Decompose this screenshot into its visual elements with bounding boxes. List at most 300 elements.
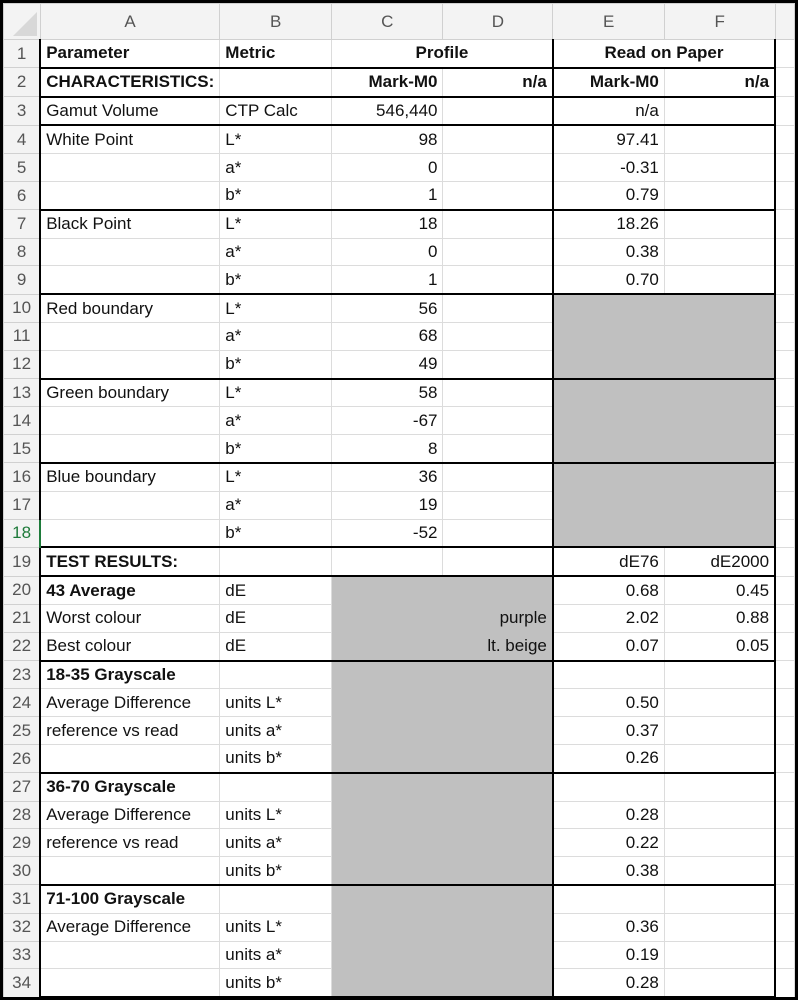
table-row: [4, 744, 795, 772]
cell-b3[interactable]: CTP Calc: [220, 97, 332, 126]
cell-b25[interactable]: units a*: [220, 717, 332, 745]
cell-a12[interactable]: [40, 350, 220, 378]
cell-c34[interactable]: [332, 969, 443, 998]
table-row: [4, 661, 795, 689]
cell-e34[interactable]: 0.28: [553, 969, 665, 998]
cell-f18[interactable]: [664, 519, 775, 547]
cell-a5[interactable]: [40, 154, 220, 182]
cell-a10[interactable]: Red boundary: [40, 294, 220, 322]
cell-f13[interactable]: [664, 379, 775, 407]
cell-d29[interactable]: [443, 829, 553, 857]
cell-g13[interactable]: [775, 379, 794, 407]
row-number[interactable]: 22: [4, 632, 41, 660]
cell-c6[interactable]: 1: [332, 181, 443, 209]
cell-g33[interactable]: [775, 941, 794, 969]
cell-g29[interactable]: [775, 829, 794, 857]
cell-f29[interactable]: [664, 829, 775, 857]
cell-b19[interactable]: [220, 547, 332, 576]
cell-a17[interactable]: [40, 491, 220, 519]
row-number[interactable]: 14: [4, 407, 41, 435]
cell-f25[interactable]: [664, 717, 775, 745]
cell-b26[interactable]: units b*: [220, 744, 332, 772]
cell-g20[interactable]: [775, 576, 794, 604]
cell-g7[interactable]: [775, 210, 794, 238]
table-row: [4, 407, 795, 435]
cell-b14[interactable]: a*: [220, 407, 332, 435]
cell-b13[interactable]: L*: [220, 379, 332, 407]
cell-f15[interactable]: [664, 435, 775, 463]
cell-e14[interactable]: [553, 407, 665, 435]
cell-e1-read-on-paper[interactable]: Read on Paper: [553, 40, 775, 68]
cell-c20[interactable]: [332, 576, 443, 604]
cell-f8[interactable]: [664, 238, 775, 266]
cell-c33[interactable]: [332, 941, 443, 969]
cell-f11[interactable]: [664, 322, 775, 350]
cell-a32[interactable]: Average Difference: [40, 913, 220, 941]
row-number[interactable]: 18: [4, 519, 41, 547]
cell-e22[interactable]: 0.07: [553, 632, 665, 660]
cell-d24[interactable]: [443, 689, 553, 717]
cell-d21[interactable]: purple: [443, 604, 553, 632]
cell-b12[interactable]: b*: [220, 350, 332, 378]
cell-d23[interactable]: [443, 661, 553, 689]
cell-b32[interactable]: units L*: [220, 913, 332, 941]
cell-a26[interactable]: [40, 744, 220, 772]
cell-e2[interactable]: Mark-M0: [553, 68, 665, 97]
table-row: [4, 210, 795, 238]
cell-g28[interactable]: [775, 801, 794, 829]
row-number[interactable]: 34: [4, 969, 41, 998]
cell-b10[interactable]: L*: [220, 294, 332, 322]
cell-e9[interactable]: 0.70: [553, 266, 665, 294]
cell-b23[interactable]: [220, 661, 332, 689]
table-row: [4, 350, 795, 378]
cell-d8[interactable]: [443, 238, 553, 266]
row-number[interactable]: 15: [4, 435, 41, 463]
cell-b15[interactable]: b*: [220, 435, 332, 463]
cell-e20[interactable]: 0.68: [553, 576, 665, 604]
cell-b9[interactable]: b*: [220, 266, 332, 294]
cell-d9[interactable]: [443, 266, 553, 294]
cell-b16[interactable]: L*: [220, 463, 332, 491]
cell-d32[interactable]: [443, 913, 553, 941]
cell-a9[interactable]: [40, 266, 220, 294]
cell-c12[interactable]: 49: [332, 350, 443, 378]
cell-b17[interactable]: a*: [220, 491, 332, 519]
cell-d12[interactable]: [443, 350, 553, 378]
cell-g25[interactable]: [775, 717, 794, 745]
cell-c28[interactable]: [332, 801, 443, 829]
cell-g27[interactable]: [775, 773, 794, 801]
cell-c7[interactable]: 18: [332, 210, 443, 238]
cell-f14[interactable]: [664, 407, 775, 435]
cell-d14[interactable]: [443, 407, 553, 435]
cell-d11[interactable]: [443, 322, 553, 350]
row-number[interactable]: 3: [4, 97, 41, 126]
cell-a4[interactable]: White Point: [40, 125, 220, 153]
cell-b28[interactable]: units L*: [220, 801, 332, 829]
cell-c8[interactable]: 0: [332, 238, 443, 266]
cell-f27[interactable]: [664, 773, 775, 801]
cell-e33[interactable]: 0.19: [553, 941, 665, 969]
cell-a28[interactable]: Average Difference: [40, 801, 220, 829]
cell-a7[interactable]: Black Point: [40, 210, 220, 238]
cell-c25[interactable]: [332, 717, 443, 745]
cell-b22[interactable]: dE: [220, 632, 332, 660]
cell-c1-profile[interactable]: Profile: [332, 40, 553, 68]
cell-g11[interactable]: [775, 322, 794, 350]
cell-e6[interactable]: 0.79: [553, 181, 665, 209]
cell-b7[interactable]: L*: [220, 210, 332, 238]
cell-f24[interactable]: [664, 689, 775, 717]
cell-a31[interactable]: 71-100 Grayscale: [40, 885, 220, 913]
cell-a3[interactable]: Gamut Volume: [40, 97, 220, 126]
table-row: [4, 632, 795, 660]
cell-g8[interactable]: [775, 238, 794, 266]
cell-c29[interactable]: [332, 829, 443, 857]
row-number[interactable]: 27: [4, 773, 41, 801]
cell-d19[interactable]: [443, 547, 553, 576]
table-row: [4, 68, 795, 97]
cell-d15[interactable]: [443, 435, 553, 463]
cell-f2[interactable]: n/a: [664, 68, 775, 97]
cell-f10[interactable]: [664, 294, 775, 322]
row-number[interactable]: 12: [4, 350, 41, 378]
cell-f26[interactable]: [664, 744, 775, 772]
cell-b34[interactable]: units b*: [220, 969, 332, 998]
cell-a33[interactable]: [40, 941, 220, 969]
cell-a8[interactable]: [40, 238, 220, 266]
cell-d31[interactable]: [443, 885, 553, 913]
cell-c9[interactable]: 1: [332, 266, 443, 294]
cell-f32[interactable]: [664, 913, 775, 941]
table-row: [4, 801, 795, 829]
cell-a20[interactable]: 43 Average: [40, 576, 220, 604]
cell-f31[interactable]: [664, 885, 775, 913]
cell-b5[interactable]: a*: [220, 154, 332, 182]
cell-c21[interactable]: [332, 604, 443, 632]
cell-f28[interactable]: [664, 801, 775, 829]
cell-f34[interactable]: [664, 969, 775, 998]
cell-b4[interactable]: L*: [220, 125, 332, 153]
column-header-d[interactable]: D: [443, 4, 553, 40]
cell-d13[interactable]: [443, 379, 553, 407]
cell-e3[interactable]: n/a: [553, 97, 665, 126]
cell-a6[interactable]: [40, 181, 220, 209]
cell-c3[interactable]: 546,440: [332, 97, 443, 126]
spreadsheet-grid: [3, 3, 795, 1000]
cell-c16[interactable]: 36: [332, 463, 443, 491]
table-row: [4, 294, 795, 322]
cell-d27[interactable]: [443, 773, 553, 801]
cell-f23[interactable]: [664, 661, 775, 689]
cell-e18[interactable]: [553, 519, 665, 547]
table-row: [4, 576, 795, 604]
cell-d4[interactable]: [443, 125, 553, 153]
cell-a18[interactable]: [40, 519, 220, 547]
cell-e15[interactable]: [553, 435, 665, 463]
column-header-c[interactable]: C: [332, 4, 443, 40]
cell-a22[interactable]: Best colour: [40, 632, 220, 660]
cell-f5[interactable]: [664, 154, 775, 182]
cell-a14[interactable]: [40, 407, 220, 435]
column-header-e[interactable]: E: [553, 4, 665, 40]
cell-e28[interactable]: 0.28: [553, 801, 665, 829]
cell-b33[interactable]: units a*: [220, 941, 332, 969]
cell-c4[interactable]: 98: [332, 125, 443, 153]
cell-g12[interactable]: [775, 350, 794, 378]
cell-b8[interactable]: a*: [220, 238, 332, 266]
cell-c32[interactable]: [332, 913, 443, 941]
cell-g6[interactable]: [775, 181, 794, 209]
cell-a30[interactable]: [40, 857, 220, 885]
cell-e4[interactable]: 97.41: [553, 125, 665, 153]
cell-b21[interactable]: dE: [220, 604, 332, 632]
cell-c22[interactable]: [332, 632, 443, 660]
cell-f16[interactable]: [664, 463, 775, 491]
cell-g19[interactable]: [775, 547, 794, 576]
cell-b24[interactable]: units L*: [220, 689, 332, 717]
row-number[interactable]: 26: [4, 744, 41, 772]
cell-a27[interactable]: 36-70 Grayscale: [40, 773, 220, 801]
cell-g5[interactable]: [775, 154, 794, 182]
row-number[interactable]: 21: [4, 604, 41, 632]
cell-a24[interactable]: Average Difference: [40, 689, 220, 717]
cell-d33[interactable]: [443, 941, 553, 969]
row-number[interactable]: 9: [4, 266, 41, 294]
cell-g34[interactable]: [775, 969, 794, 998]
cell-d16[interactable]: [443, 463, 553, 491]
cell-f9[interactable]: [664, 266, 775, 294]
cell-d17[interactable]: [443, 491, 553, 519]
cell-g31[interactable]: [775, 885, 794, 913]
cell-a15[interactable]: [40, 435, 220, 463]
cell-f4[interactable]: [664, 125, 775, 153]
cell-c15[interactable]: 8: [332, 435, 443, 463]
cell-c2[interactable]: Mark-M0: [332, 68, 443, 97]
cell-d18[interactable]: [443, 519, 553, 547]
cell-g9[interactable]: [775, 266, 794, 294]
cell-e29[interactable]: 0.22: [553, 829, 665, 857]
cell-a16[interactable]: Blue boundary: [40, 463, 220, 491]
cell-b29[interactable]: units a*: [220, 829, 332, 857]
row-number[interactable]: 4: [4, 125, 41, 153]
cell-e16[interactable]: [553, 463, 665, 491]
cell-b1[interactable]: Metric: [220, 40, 332, 68]
row-number[interactable]: 7: [4, 210, 41, 238]
row-number[interactable]: 28: [4, 801, 41, 829]
cell-f17[interactable]: [664, 491, 775, 519]
cell-g26[interactable]: [775, 744, 794, 772]
cell-f30[interactable]: [664, 857, 775, 885]
table-row: [4, 857, 795, 885]
cell-c19[interactable]: [332, 547, 443, 576]
cell-b27[interactable]: [220, 773, 332, 801]
cell-f21[interactable]: 0.88: [664, 604, 775, 632]
cell-g18[interactable]: [775, 519, 794, 547]
table-row: [4, 238, 795, 266]
cell-c13[interactable]: 58: [332, 379, 443, 407]
cell-f22[interactable]: 0.05: [664, 632, 775, 660]
cell-c5[interactable]: 0: [332, 154, 443, 182]
cell-d10[interactable]: [443, 294, 553, 322]
cell-e10[interactable]: [553, 294, 665, 322]
row-number[interactable]: 19: [4, 547, 41, 576]
cell-f20[interactable]: 0.45: [664, 576, 775, 604]
row-number[interactable]: 6: [4, 181, 41, 209]
cell-e32[interactable]: 0.36: [553, 913, 665, 941]
column-header-g[interactable]: [775, 4, 794, 40]
cell-e7[interactable]: 18.26: [553, 210, 665, 238]
cell-g14[interactable]: [775, 407, 794, 435]
cell-c10[interactable]: 56: [332, 294, 443, 322]
cell-c17[interactable]: 19: [332, 491, 443, 519]
cell-d34[interactable]: [443, 969, 553, 998]
cell-c26[interactable]: [332, 744, 443, 772]
cell-f6[interactable]: [664, 181, 775, 209]
column-header-a[interactable]: A: [40, 4, 220, 40]
cell-g24[interactable]: [775, 689, 794, 717]
cell-g21[interactable]: [775, 604, 794, 632]
cell-a1[interactable]: Parameter: [40, 40, 220, 68]
row-number[interactable]: 17: [4, 491, 41, 519]
cell-g23[interactable]: [775, 661, 794, 689]
cell-d30[interactable]: [443, 857, 553, 885]
cell-g22[interactable]: [775, 632, 794, 660]
cell-e31[interactable]: [553, 885, 665, 913]
cell-c31[interactable]: [332, 885, 443, 913]
cell-a34[interactable]: [40, 969, 220, 998]
cell-c24[interactable]: [332, 689, 443, 717]
cell-a19[interactable]: TEST RESULTS:: [40, 547, 220, 576]
cell-g15[interactable]: [775, 435, 794, 463]
cell-g16[interactable]: [775, 463, 794, 491]
cell-g1[interactable]: [775, 40, 794, 68]
cell-b6[interactable]: b*: [220, 181, 332, 209]
row-number[interactable]: 31: [4, 885, 41, 913]
row-number[interactable]: 10: [4, 294, 41, 322]
cell-e25[interactable]: 0.37: [553, 717, 665, 745]
cell-d7[interactable]: [443, 210, 553, 238]
row-number[interactable]: 20: [4, 576, 41, 604]
cell-e24[interactable]: 0.50: [553, 689, 665, 717]
row-number[interactable]: 1: [4, 40, 41, 68]
row-number[interactable]: 13: [4, 379, 41, 407]
table-row: [4, 829, 795, 857]
cell-e5[interactable]: -0.31: [553, 154, 665, 182]
cell-f7[interactable]: [664, 210, 775, 238]
table-row: [4, 773, 795, 801]
cell-e17[interactable]: [553, 491, 665, 519]
cell-a23[interactable]: 18-35 Grayscale: [40, 661, 220, 689]
column-header-b[interactable]: B: [220, 4, 332, 40]
cell-e8[interactable]: 0.38: [553, 238, 665, 266]
cell-g4[interactable]: [775, 125, 794, 153]
cell-e27[interactable]: [553, 773, 665, 801]
table-row: [4, 435, 795, 463]
cell-a25[interactable]: reference vs read: [40, 717, 220, 745]
cell-c11[interactable]: 68: [332, 322, 443, 350]
cell-a29[interactable]: reference vs read: [40, 829, 220, 857]
cell-a11[interactable]: [40, 322, 220, 350]
cell-g32[interactable]: [775, 913, 794, 941]
cell-d25[interactable]: [443, 717, 553, 745]
cell-b31[interactable]: [220, 885, 332, 913]
cell-b2[interactable]: [220, 68, 332, 97]
row-number[interactable]: 23: [4, 661, 41, 689]
cell-d2[interactable]: n/a: [443, 68, 553, 97]
cell-e19[interactable]: dE76: [553, 547, 665, 576]
row-number[interactable]: 24: [4, 689, 41, 717]
cell-b11[interactable]: a*: [220, 322, 332, 350]
cell-a13[interactable]: Green boundary: [40, 379, 220, 407]
table-row: [4, 181, 795, 209]
row-number[interactable]: 5: [4, 154, 41, 182]
cell-g3[interactable]: [775, 97, 794, 126]
table-row: [4, 941, 795, 969]
cell-d22[interactable]: lt. beige: [443, 632, 553, 660]
table-row: [4, 604, 795, 632]
cell-d3[interactable]: [443, 97, 553, 126]
cell-g30[interactable]: [775, 857, 794, 885]
cell-e12[interactable]: [553, 350, 665, 378]
row-number[interactable]: 30: [4, 857, 41, 885]
cell-e11[interactable]: [553, 322, 665, 350]
cell-f19[interactable]: dE2000: [664, 547, 775, 576]
cell-a2[interactable]: CHARACTERISTICS:: [40, 68, 220, 97]
row-number[interactable]: 16: [4, 463, 41, 491]
cell-d20[interactable]: [443, 576, 553, 604]
row-number[interactable]: 32: [4, 913, 41, 941]
cell-b30[interactable]: units b*: [220, 857, 332, 885]
row-number[interactable]: 25: [4, 717, 41, 745]
table-row: [4, 717, 795, 745]
cell-a21[interactable]: Worst colour: [40, 604, 220, 632]
cell-b20[interactable]: dE: [220, 576, 332, 604]
cell-d28[interactable]: [443, 801, 553, 829]
row-number[interactable]: 8: [4, 238, 41, 266]
row-number[interactable]: 33: [4, 941, 41, 969]
cell-e30[interactable]: 0.38: [553, 857, 665, 885]
row-number[interactable]: 2: [4, 68, 41, 97]
table-row: [4, 125, 795, 153]
cell-g17[interactable]: [775, 491, 794, 519]
cell-d6[interactable]: [443, 181, 553, 209]
cell-d26[interactable]: [443, 744, 553, 772]
cell-e13[interactable]: [553, 379, 665, 407]
cell-e23[interactable]: [553, 661, 665, 689]
column-header-f[interactable]: F: [664, 4, 775, 40]
cell-b18[interactable]: b*: [220, 519, 332, 547]
cell-e26[interactable]: 0.26: [553, 744, 665, 772]
cell-f33[interactable]: [664, 941, 775, 969]
cell-c14[interactable]: -67: [332, 407, 443, 435]
cell-f12[interactable]: [664, 350, 775, 378]
cell-c30[interactable]: [332, 857, 443, 885]
cell-c23[interactable]: [332, 661, 443, 689]
cell-c18[interactable]: -52: [332, 519, 443, 547]
cell-c27[interactable]: [332, 773, 443, 801]
cell-g2[interactable]: [775, 68, 794, 97]
cell-d5[interactable]: [443, 154, 553, 182]
cell-e21[interactable]: 2.02: [553, 604, 665, 632]
cell-g10[interactable]: [775, 294, 794, 322]
select-all-corner[interactable]: [4, 4, 41, 40]
row-number[interactable]: 29: [4, 829, 41, 857]
row-number[interactable]: 11: [4, 322, 41, 350]
table-row: [4, 885, 795, 913]
cell-f3[interactable]: [664, 97, 775, 126]
